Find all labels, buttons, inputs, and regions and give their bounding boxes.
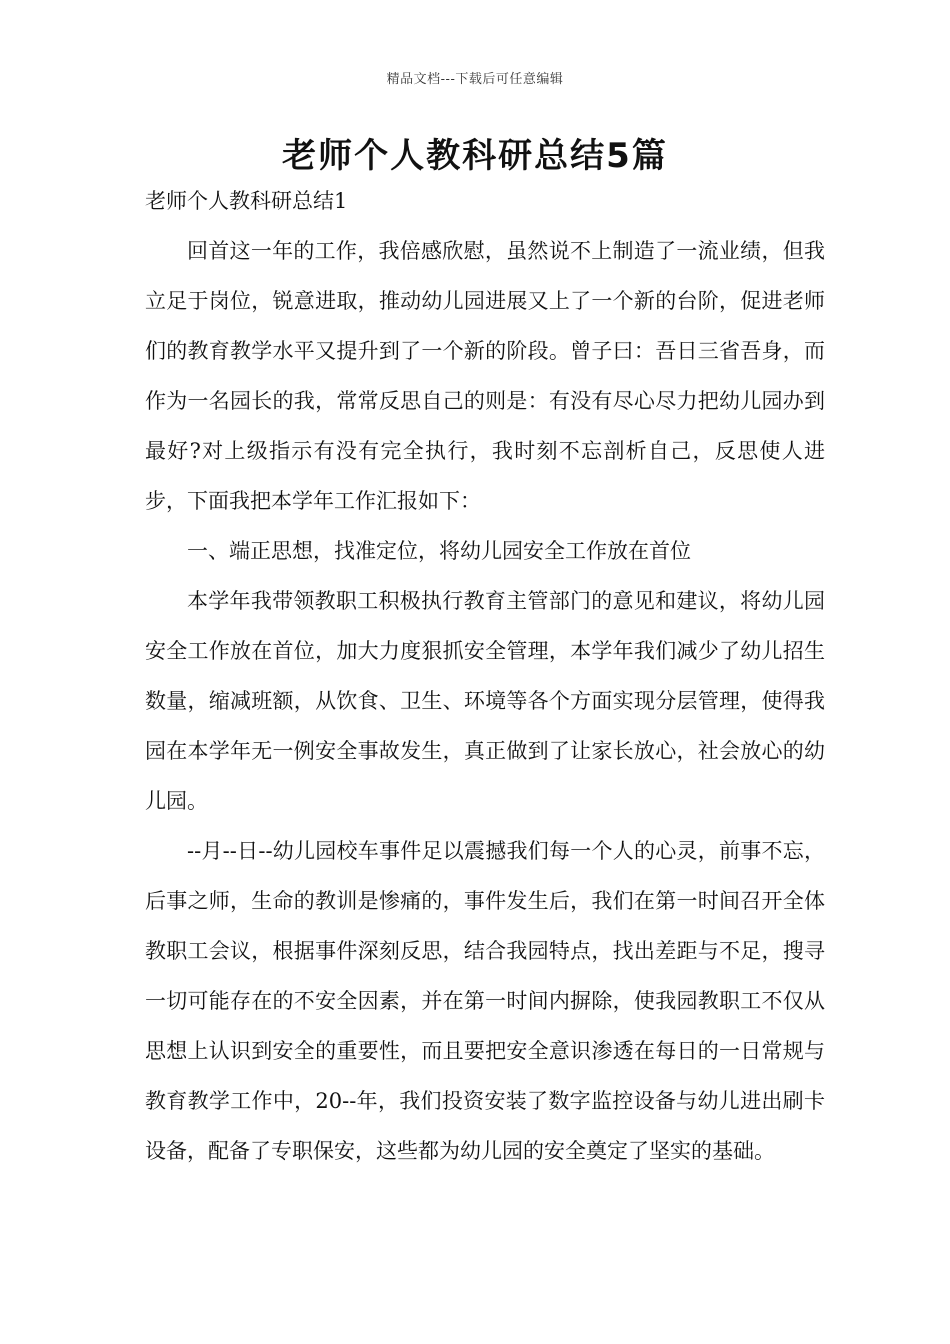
paragraph-intro: 回首这一年的工作，我倍感欣慰，虽然说不上制造了一流业绩，但我立足于岗位，锐意进取，推动幼儿园进展又上了一个新的台阶，促进老师们的教育教学水平又提升到了一个新的阶段。曾子曰：吾日三省吾身，而作为一名园长的我，常常反思自己的则是：有没有尽心尽力把幼儿园办到最好?对上级指示有没有完全执行，我时刻不忘剖析自己，反思使人进步，下面我把本学年工作汇报如下：: [145, 239, 825, 513]
paragraph-safety: 本学年我带领教职工积极执行教育主管部门的意见和建议，将幼儿园安全工作放在首位，加大力度狠抓安全管理，本学年我们减少了幼儿招生数量，缩减班额，从饮食、卫生、环境等各个方面实现分层管理，使得我园在本学年无一例安全事故发生，真正做到了让家长放心，社会放心的幼儿园。: [145, 589, 825, 813]
paragraph-subheading: 一、端正思想，找准定位，将幼儿园安全工作放在首位: [187, 539, 691, 563]
document-title: 老师个人教科研总结5篇: [282, 136, 668, 176]
section-heading: 老师个人教科研总结1: [145, 189, 348, 213]
paragraph-incident: --月--日--幼儿园校车事件足以震撼我们每一个人的心灵，前事不忘，后事之师，生命的教训是惨痛的，事件发生后，我们在第一时间召开全体教职工会议，根据事件深刻反思，结合我园特点，找出差距与不足，搜寻一切可能存在的不安全因素，并在第一时间内摒除，使我园教职工不仅从思想上认识到安全的重要性，而且要把安全意识渗透在每日的一日常规与教育教学工作中，20--年，我们投资安装了数字监控设备与幼儿进出刷卡设备，配备了专职保安，这些都为幼儿园的安全奠定了坚实的基础。: [145, 839, 825, 1163]
document-body: [145, 182, 825, 1176]
header-note: 精品文档---下载后可任意编辑: [386, 72, 564, 87]
